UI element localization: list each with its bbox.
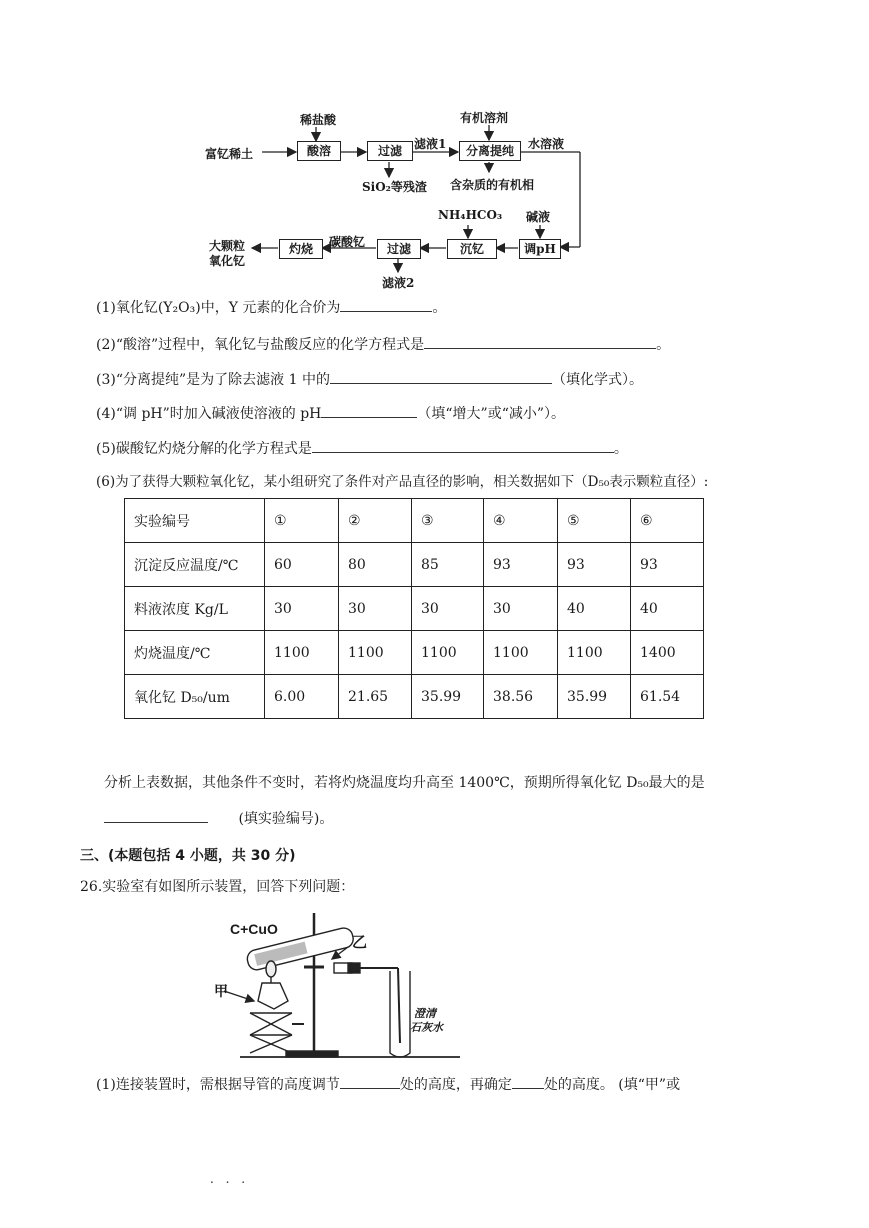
table-cell: ①: [265, 499, 339, 543]
table-cell: 氧化钇 D₅₀/um: [125, 675, 265, 719]
question-5: [96, 438, 628, 458]
filtrate-1: 滤液1: [414, 137, 447, 151]
reagent-base: 碱液: [526, 210, 551, 224]
answer-blank-4[interactable]: [321, 403, 417, 418]
table-cell: 1100: [339, 631, 412, 675]
organic-phase: 含杂质的有机相: [450, 178, 535, 192]
question-3-end: （填化学式）。: [551, 372, 643, 388]
question-5-text: (5)碳酸钇灼烧分解的化学方程式是: [96, 441, 312, 457]
question-3: [96, 369, 643, 389]
flowchart: [0, 0, 869, 300]
table-cell: 料液浓度 Kg/L: [125, 587, 265, 631]
answer-blank-1[interactable]: [340, 297, 432, 312]
reagent-organic-solvent: 有机溶剂: [460, 111, 509, 125]
answer-blank-3[interactable]: [330, 369, 552, 384]
box-filter-1: 过滤: [367, 141, 413, 161]
table-cell: 1100: [265, 631, 339, 675]
reagent-hcl: 稀盐酸: [300, 113, 337, 127]
question-6: [96, 473, 708, 491]
table-cell: 35.99: [558, 675, 631, 719]
table-row: [125, 587, 704, 631]
table-cell: 1100: [412, 631, 484, 675]
product-line-1: 大颗粒: [209, 239, 246, 253]
question-3-text: (3)“分离提纯”是为了除去滤液 1 中的: [96, 372, 330, 388]
question-6-text: (6)为了获得大颗粒氧化钇，某小组研究了条件对产品直径的影响，相关数据如下（D₅₀表示颗粒直径）:: [96, 474, 709, 490]
answer-blank-6[interactable]: [104, 808, 208, 823]
table-cell: 21.65: [339, 675, 412, 719]
table-cell: 1100: [558, 631, 631, 675]
table-cell: 灼烧温度/℃: [125, 631, 265, 675]
question-1: [96, 297, 446, 317]
experiment-table: [124, 498, 704, 719]
table-cell: 93: [484, 543, 558, 587]
table-cell: ④: [484, 499, 558, 543]
question-26-1-text-b: 处的高度，再确定: [399, 1077, 512, 1093]
question-1-end: 。: [432, 300, 447, 316]
table-cell: 85: [412, 543, 484, 587]
table-row: [125, 631, 704, 675]
yttrium-carbonate: 碳酸钇: [329, 235, 366, 249]
answer-blank-5[interactable]: [312, 438, 614, 453]
question-4: [96, 403, 565, 423]
answer-blank-7[interactable]: [340, 1074, 400, 1089]
apparatus-figure: [200, 905, 480, 1065]
table-cell: ③: [412, 499, 484, 543]
section-title: 三、(本题包括 4 小题，共 30 分): [80, 848, 296, 864]
product-line-2: 氧化钇: [209, 254, 246, 268]
question-5-end: 。: [613, 441, 628, 457]
footer-dots: . . .: [210, 1172, 250, 1186]
reagent-nh4hco3: NH₄HCO₃: [438, 208, 503, 222]
box-calcine: 灼烧: [279, 239, 323, 259]
question-26-1-text-a: (1)连接装置时，需根据导管的高度调节: [96, 1077, 340, 1093]
table-cell: 6.00: [265, 675, 339, 719]
box-precipitate: 沉钇: [447, 239, 497, 259]
answer-blank-8[interactable]: [512, 1074, 544, 1089]
table-row: [125, 675, 704, 719]
question-2-text: (2)“酸溶”过程中，氧化钇与盐酸反应的化学方程式是: [96, 337, 425, 353]
table-cell: 60: [265, 543, 339, 587]
answer-blank-2[interactable]: [424, 334, 656, 349]
label-limewater-1: 澄清: [414, 1007, 436, 1020]
table-cell: ②: [339, 499, 412, 543]
filtrate-2: 滤液2: [382, 276, 415, 290]
table-row: [125, 543, 704, 587]
table-cell: 40: [558, 587, 631, 631]
aqueous-solution: 水溶液: [528, 137, 565, 151]
analysis-line-1: 分析上表数据，其他条件不变时，若将灼烧温度均升高至 1400℃，预期所得氧化钇 D₅₀最大的是: [104, 775, 705, 791]
table-cell: 40: [631, 587, 704, 631]
box-adjust-ph: 调pH: [519, 239, 561, 259]
table-cell: 93: [631, 543, 704, 587]
residue: SiO₂等残渣: [362, 180, 427, 194]
question-1-text: (1)氧化钇(Y₂O₃)中，Y 元素的化合价为: [96, 300, 341, 316]
question-4-text: (4)“调 pH”时加入碱液使溶液的 pH: [96, 406, 322, 422]
table-cell: 30: [339, 587, 412, 631]
table-cell: 实验编号: [125, 499, 265, 543]
question-26-1: [96, 1074, 680, 1094]
start-material: 富钇稀土: [205, 147, 254, 161]
table-cell: ⑤: [558, 499, 631, 543]
analysis-line-2-text: (填实验编号)。: [238, 811, 334, 827]
table-cell: 1400: [631, 631, 704, 675]
table-cell: ⑥: [631, 499, 704, 543]
question-2: [96, 334, 670, 354]
question-26-1-text-c: 处的高度。 (填“甲”或: [543, 1077, 681, 1093]
table-cell: 30: [265, 587, 339, 631]
table-row: [125, 499, 704, 543]
box-filter-2: 过滤: [377, 239, 421, 259]
table-cell: 61.54: [631, 675, 704, 719]
table-cell: 30: [484, 587, 558, 631]
box-separate-purify: 分离提纯: [459, 141, 521, 161]
question-4-end: （填“增大”或“减小”）。: [417, 406, 566, 422]
label-limewater-2: 石灰水: [410, 1021, 443, 1034]
table-cell: 35.99: [412, 675, 484, 719]
label-yi: 乙: [352, 933, 368, 951]
question-26-stem: 26.实验室有如图所示装置，回答下列问题：: [80, 879, 355, 895]
table-cell: 1100: [484, 631, 558, 675]
label-reagents: C+CuO: [230, 921, 278, 937]
question-2-end: 。: [656, 337, 671, 353]
table-cell: 38.56: [484, 675, 558, 719]
table-cell: 30: [412, 587, 484, 631]
box-acid-dissolve: 酸溶: [297, 141, 341, 161]
analysis-line-2: [104, 808, 333, 828]
table-cell: 93: [558, 543, 631, 587]
table-cell: 沉淀反应温度/℃: [125, 543, 265, 587]
label-jia: 甲: [214, 984, 228, 1000]
table-cell: 80: [339, 543, 412, 587]
